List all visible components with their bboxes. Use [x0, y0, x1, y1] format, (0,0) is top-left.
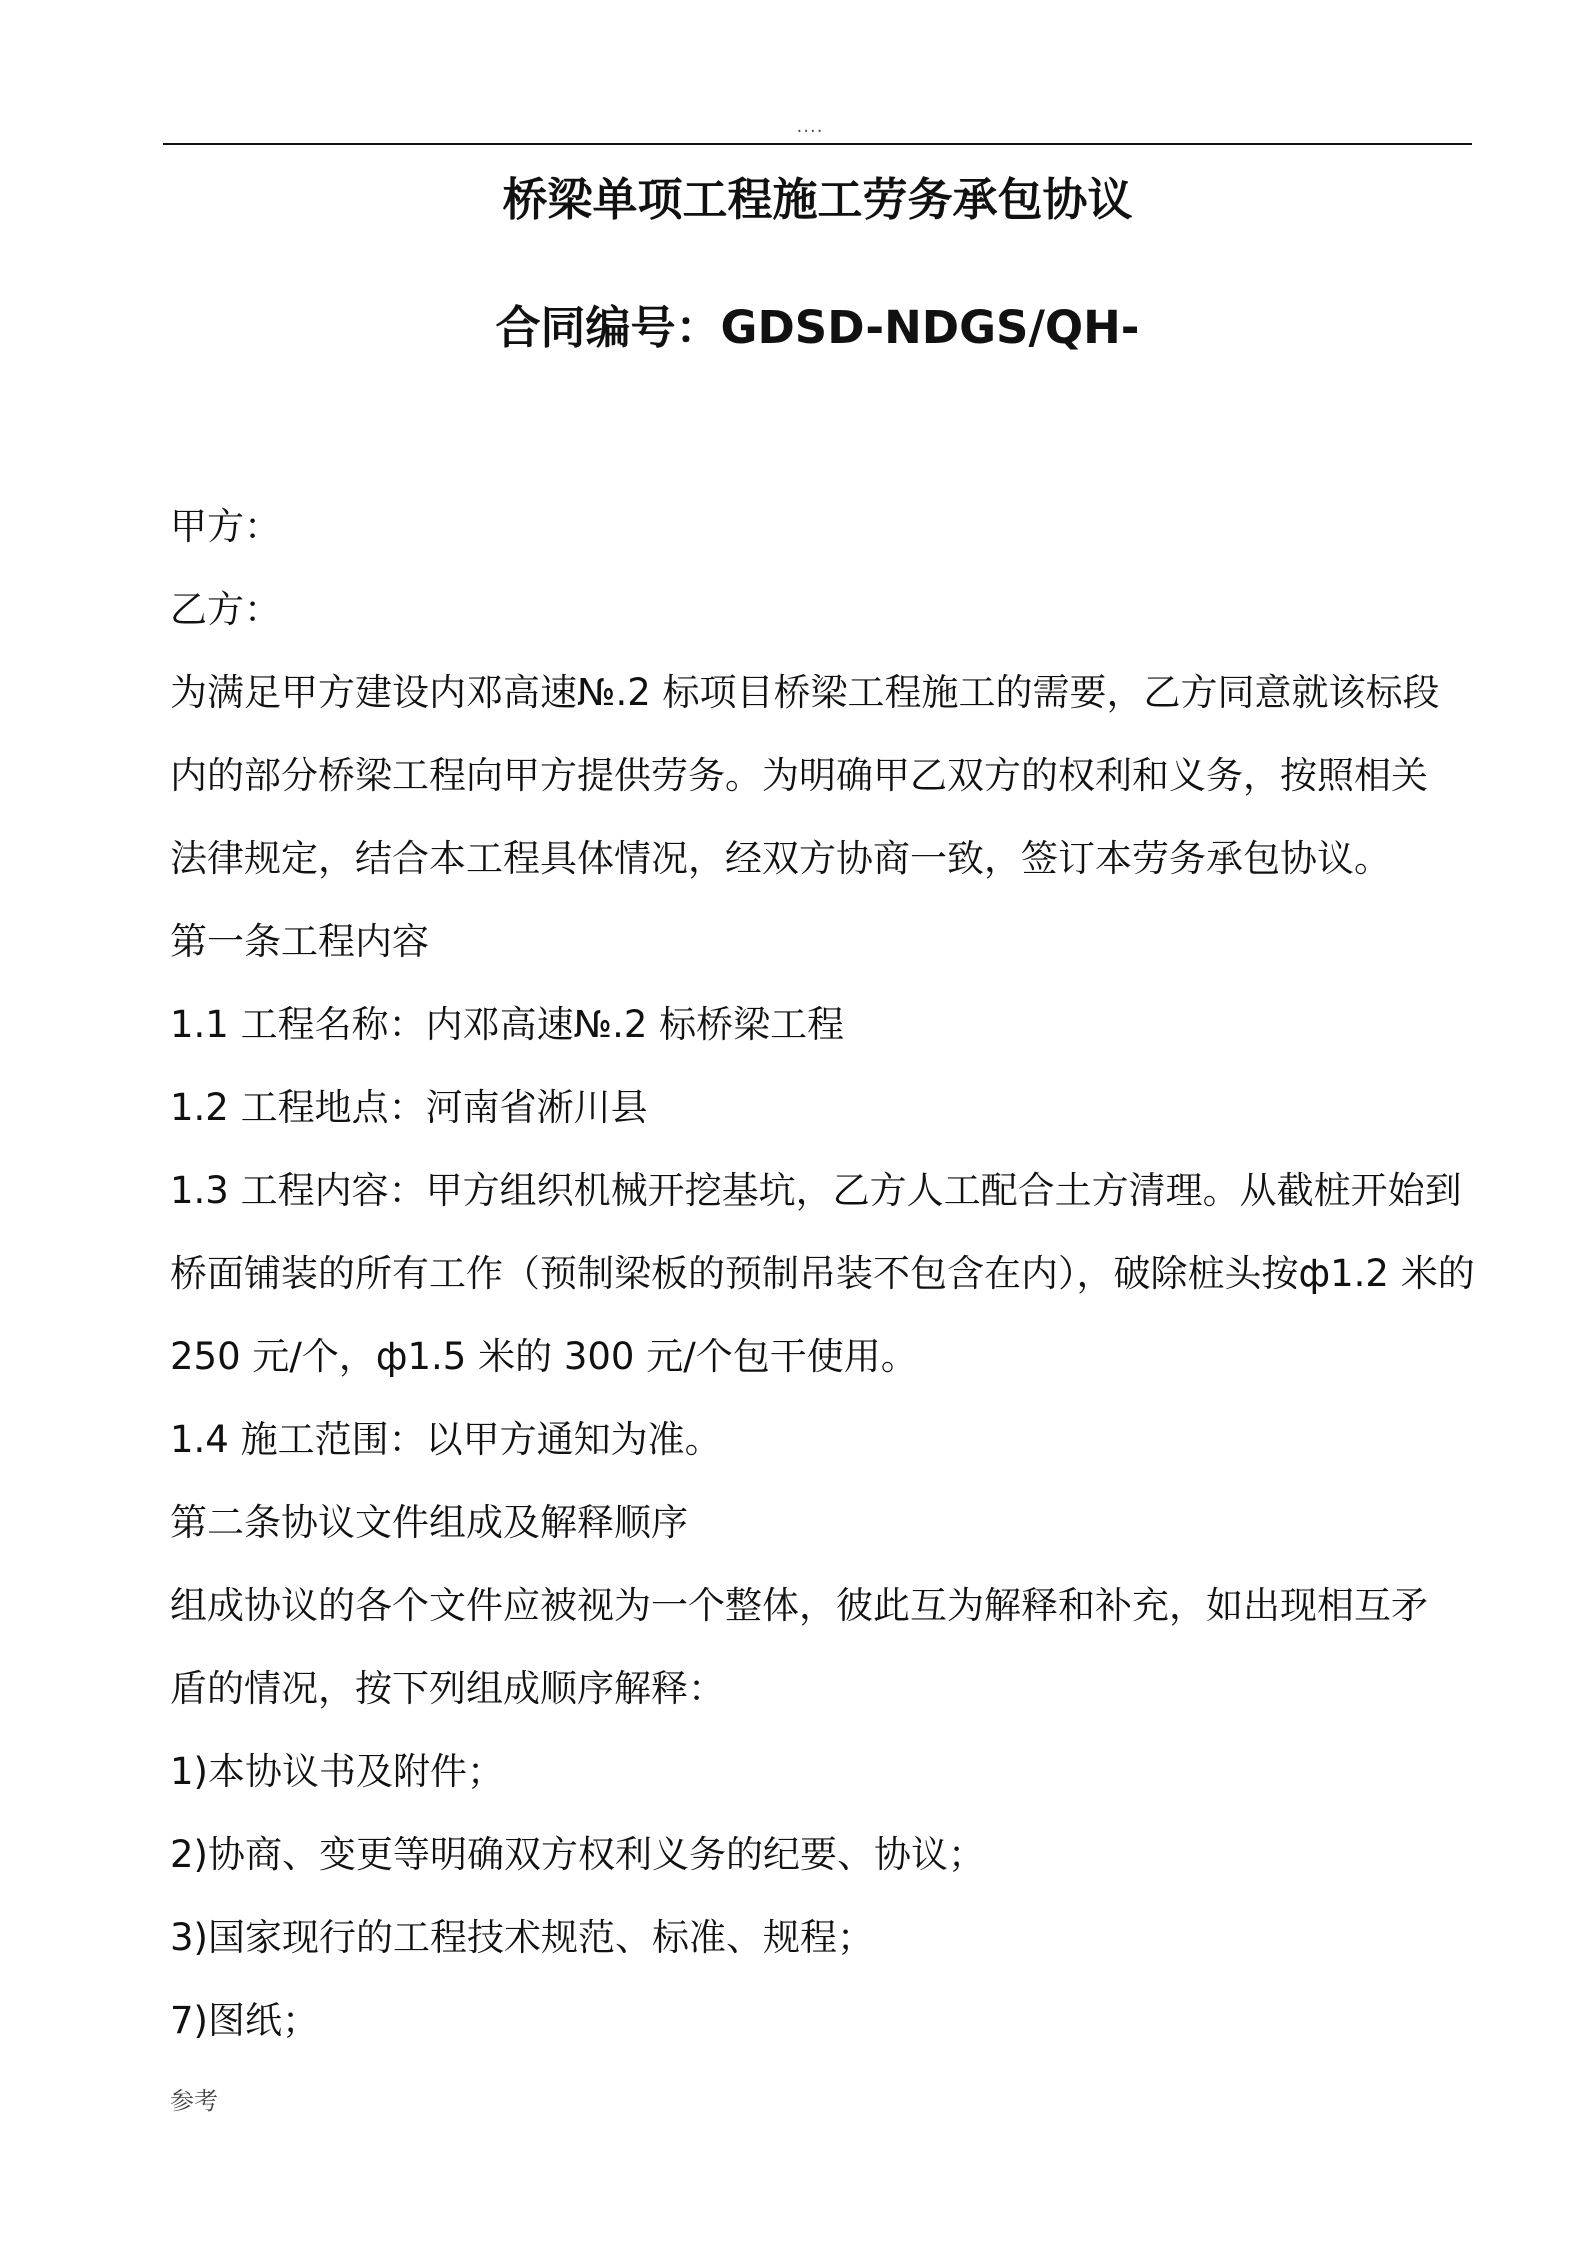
- clause-1-3-line-2: 桥面铺装的所有工作（预制梁板的预制吊装不包含在内），破除桩头按ф1.2 米的: [170, 1252, 1475, 1295]
- article-2-para-line-2: 盾的情况，按下列组成顺序解释：: [170, 1667, 725, 1710]
- party-a-line: 甲方：: [170, 505, 281, 548]
- intro-line-1: 为满足甲方建设内邓高速№.2 标项目桥梁工程施工的需要，乙方同意就该标段: [170, 671, 1440, 714]
- list-item-1: 1)本协议书及附件；: [170, 1750, 504, 1793]
- clause-1-4: 1.4 施工范围：以甲方通知为准。: [170, 1418, 722, 1461]
- clause-1-1: 1.1 工程名称：内邓高速№.2 标桥梁工程: [170, 1003, 845, 1046]
- intro-line-2: 内的部分桥梁工程向甲方提供劳务。为明确甲乙双方的权利和义务，按照相关: [170, 754, 1428, 797]
- header-rule: [163, 143, 1472, 145]
- document-title: 桥梁单项工程施工劳务承包协议: [502, 173, 1133, 226]
- list-item-7: 7)图纸；: [170, 1999, 319, 2042]
- contract-number: 合同编号：GDSD-NDGS/QH-: [495, 301, 1140, 354]
- document-body: [170, 485, 1475, 2062]
- header-dots: ....: [796, 116, 824, 137]
- list-item-3: 3)国家现行的工程技术规范、标准、规程；: [170, 1916, 874, 1959]
- footer-reference: 参考: [170, 2087, 218, 2115]
- article-2-para-line-1: 组成协议的各个文件应被视为一个整体，彼此互为解释和补充，如出现相互矛: [170, 1584, 1428, 1627]
- clause-1-2: 1.2 工程地点：河南省淅川县: [170, 1086, 648, 1129]
- article-1-heading: 第一条工程内容: [170, 920, 429, 963]
- list-item-2: 2)协商、变更等明确双方权利义务的纪要、协议；: [170, 1833, 985, 1876]
- party-b-line: 乙方：: [170, 588, 281, 631]
- intro-line-3: 法律规定，结合本工程具体情况，经双方协商一致，签订本劳务承包协议。: [170, 837, 1391, 880]
- clause-1-3-line-1: 1.3 工程内容：甲方组织机械开挖基坑，乙方人工配合土方清理。从截桩开始到: [170, 1169, 1462, 1212]
- clause-1-3-line-3: 250 元/个，ф1.5 米的 300 元/个包干使用。: [170, 1335, 918, 1378]
- article-2-heading: 第二条协议文件组成及解释顺序: [170, 1501, 688, 1544]
